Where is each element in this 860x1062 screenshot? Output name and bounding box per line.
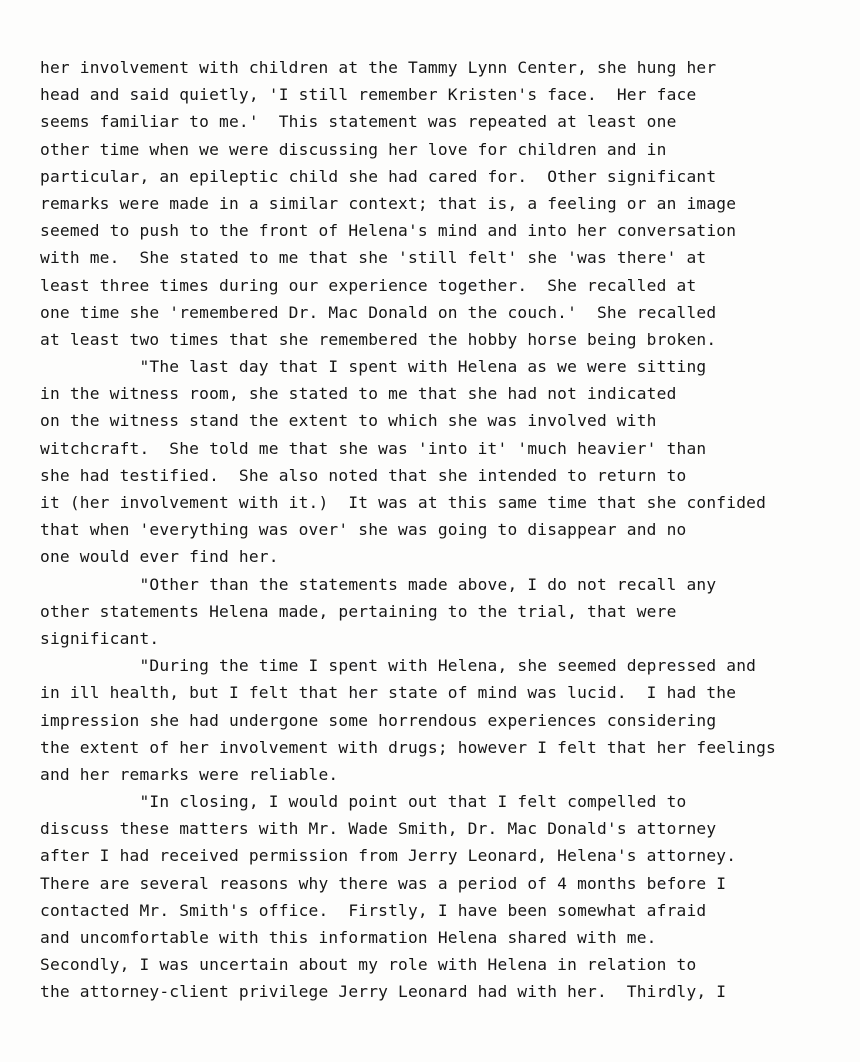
text-line: on the witness stand the extent to which she was involved with [40, 411, 657, 431]
text-line: it (her involvement with it.) It was at this same time that she confided [40, 493, 767, 512]
text-line: the extent of her involvement with drugs; however I felt that her feelings [40, 737, 776, 757]
text-line: contacted Mr. Smith's office. Firstly, I have been somewhat afraid [40, 900, 707, 920]
text-line: head and said quietly, 'I still remember Kristen's face. Her face [40, 85, 697, 105]
text-line: witchcraft. She told me that she was 'into it' 'much heavier' than [40, 438, 707, 458]
text-line: remarks were made in a similar context; that is, a feeling or an image [40, 193, 737, 213]
text-line: impression she had undergone some horrendous experiences considering [40, 710, 717, 730]
text-line: her involvement with children at the Tammy Lynn Center, she hung her [40, 58, 717, 77]
text-line: in ill health, but I felt that her state of mind was lucid. I had the [40, 683, 737, 703]
text-line: other time when we were discussing her love for children and in [40, 139, 667, 159]
text-line: other statements Helena made, pertaining to the trial, that were [40, 601, 677, 621]
text-line: she had testified. She also noted that she intended to return to [40, 465, 687, 485]
text-line: "In closing, I would point out that I felt compelled to [40, 792, 687, 812]
text-line: that when 'everything was over' she was going to disappear and no [40, 520, 687, 540]
text-line: discuss these matters with Mr. Wade Smith, Dr. Mac Donald's attorney [40, 819, 717, 839]
text-line: "Other than the statements made above, I do not recall any [40, 574, 717, 594]
text-line: the attorney-client privilege Jerry Leonard had with her. Thirdly, I [40, 982, 727, 1002]
text-line: There are several reasons why there was a period of 4 months before I [40, 873, 727, 893]
text-line: in the witness room, she stated to me that she had not indicated [40, 384, 677, 404]
text-line: and her remarks were reliable. [40, 764, 339, 784]
text-line: significant. [40, 628, 160, 648]
text-line: and uncomfortable with this information Helena shared with me. [40, 928, 657, 947]
text-line: one would ever find her. [40, 547, 279, 567]
text-line: "During the time I spent with Helena, she seemed depressed and [40, 656, 757, 676]
text-line: least three times during our experience together. She recalled at [40, 275, 697, 295]
text-line: one time she 'remembered Dr. Mac Donald on the couch.' She recalled [40, 302, 717, 322]
text-line: after I had received permission from Jerry Leonard, Helena's attorney. [40, 846, 737, 866]
typed-statement-text [40, 54, 840, 1006]
text-line: seems familiar to me.' This statement was repeated at least one [40, 112, 677, 132]
text-line: "The last day that I spent with Helena as we were sitting [40, 357, 707, 377]
text-line: Secondly, I was uncertain about my role with Helena in relation to [40, 955, 697, 975]
text-line: at least two times that she remembered the hobby horse being broken. [40, 329, 717, 349]
text-line: particular, an epileptic child she had cared for. Other significant [40, 166, 717, 186]
text-line: seemed to push to the front of Helena's mind and into her conversation [40, 221, 737, 241]
text-line: with me. She stated to me that she 'still felt' she 'was there' at [40, 248, 707, 268]
